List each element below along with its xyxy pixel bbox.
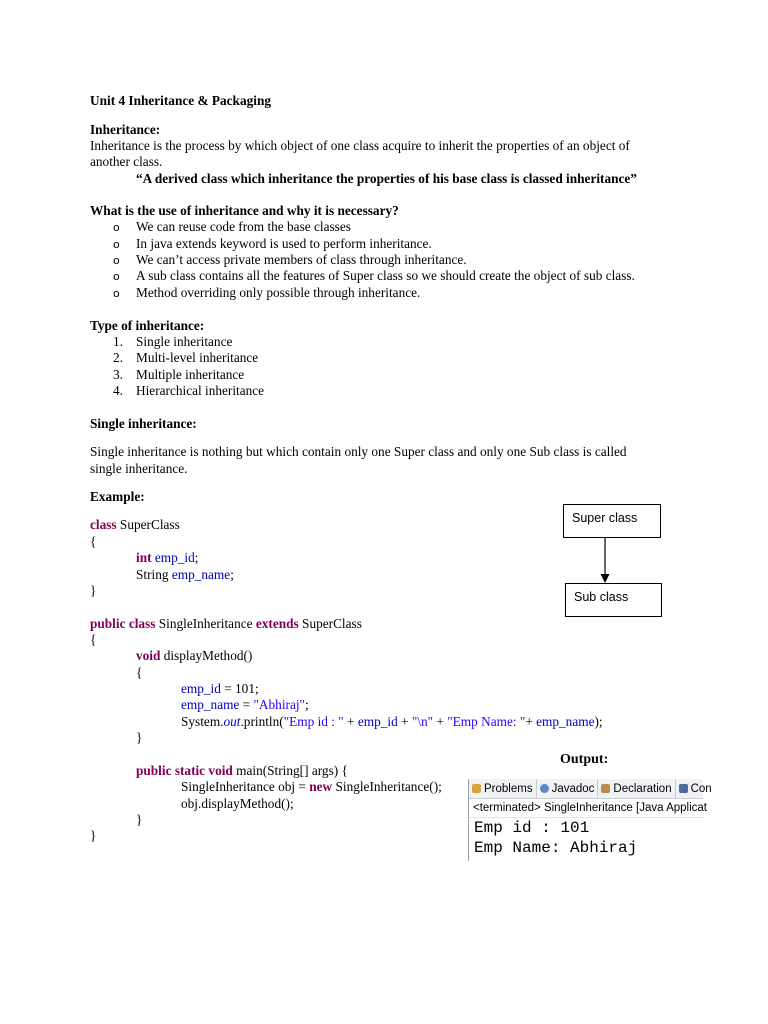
javadoc-icon — [540, 784, 549, 793]
code-line: } — [136, 730, 143, 745]
code-line: { — [136, 665, 143, 680]
keyword: class — [128, 616, 156, 631]
arrow-down-icon — [598, 538, 612, 584]
code-line: obj.displayMethod(); — [181, 796, 294, 811]
output-heading: Output: — [560, 752, 609, 767]
bullet-marker: o — [113, 254, 120, 267]
list-item: Multiple inheritance — [136, 367, 245, 382]
code-text: SingleInheritance obj = — [181, 779, 310, 794]
console-output-line: Emp id : 101 — [474, 819, 590, 837]
single-description-line2: single inheritance. — [90, 461, 188, 476]
keyword: new — [309, 779, 333, 794]
list-item: In java extends keyword is used to perform inheritance. — [136, 236, 432, 251]
method-signature: displayMethod() — [160, 648, 253, 663]
console-screenshot — [468, 779, 712, 861]
code-line: } — [90, 583, 97, 598]
string-literal: "Emp Name: " — [447, 714, 526, 729]
bullet-marker: o — [113, 238, 120, 251]
sub-class-box: Sub class — [565, 583, 662, 617]
keyword: extends — [255, 616, 299, 631]
class-name: SuperClass — [116, 517, 180, 532]
terminated-status: <terminated> SingleInheritance [Java Applicat — [469, 799, 703, 818]
keyword: public — [90, 616, 126, 631]
code-line: } — [136, 812, 143, 827]
code-punct: ; — [194, 550, 199, 565]
code-line: } — [90, 828, 97, 843]
list-item: Multi-level inheritance — [136, 350, 259, 365]
keyword: public — [136, 763, 172, 778]
list-item: Hierarchical inheritance — [136, 383, 265, 398]
tab-declaration[interactable] — [598, 779, 675, 798]
code-line — [136, 550, 198, 566]
code-line — [181, 681, 259, 697]
code-text: + — [397, 714, 412, 729]
console-icon — [679, 784, 688, 793]
tab-javadoc[interactable] — [537, 779, 599, 798]
field-name: emp_id — [154, 550, 195, 565]
inheritance-quote: “A derived class which inheritance the properties of his base class is classed inheritance” — [136, 171, 637, 186]
field-name: emp_name — [171, 567, 231, 582]
tab-label: Problems — [484, 782, 533, 795]
code-text: = — [239, 697, 254, 712]
keyword: int — [136, 550, 152, 565]
list-item-number: 1. — [113, 334, 123, 349]
tab-problems[interactable] — [469, 779, 537, 798]
code-text: + — [343, 714, 358, 729]
string-literal: "Emp id : " — [283, 714, 344, 729]
tab-label: Con — [690, 782, 712, 795]
code-line — [136, 567, 234, 583]
list-item-number: 3. — [113, 367, 123, 382]
list-item: Method overriding only possible through inheritance. — [136, 285, 421, 300]
keyword: static — [174, 763, 206, 778]
list-item: A sub class contains all the features of Super class so we should create the object of sub class. — [136, 268, 635, 283]
console-output-line: Emp Name: Abhiraj — [474, 839, 638, 857]
field-name: emp_id — [357, 714, 398, 729]
bullet-marker: o — [113, 270, 120, 283]
code-line — [136, 648, 252, 664]
list-item-number: 4. — [113, 383, 123, 398]
code-line — [181, 697, 309, 713]
problems-icon — [472, 784, 481, 793]
list-item: We can reuse code from the base classes — [136, 219, 351, 234]
code-line: { — [90, 632, 97, 647]
field-name: emp_name — [181, 697, 240, 712]
super-class-box: Super class — [563, 504, 661, 538]
code-line — [181, 714, 603, 730]
class-name: SuperClass — [298, 616, 362, 631]
list-item: Single inheritance — [136, 334, 233, 349]
inheritance-definition-line1: Inheritance is the process by which object of one class acquire to inherit the properties of an object of — [90, 138, 630, 153]
code-text: + — [433, 714, 448, 729]
code-line — [181, 779, 442, 795]
code-text: System. — [181, 714, 224, 729]
inheritance-definition-line2: another class. — [90, 154, 163, 169]
code-text: ); — [594, 714, 603, 729]
code-text: SingleInheritance(); — [332, 779, 442, 794]
declaration-icon — [601, 784, 610, 793]
single-heading: Single inheritance: — [90, 416, 197, 431]
method-signature: main(String[] args) { — [232, 763, 348, 778]
code-punct: ; — [304, 697, 309, 712]
types-heading: Type of inheritance: — [90, 318, 205, 333]
code-line — [90, 517, 180, 533]
field-name: emp_name — [536, 714, 595, 729]
code-line — [136, 763, 348, 779]
list-item-number: 2. — [113, 350, 123, 365]
tab-label: Javadoc — [551, 782, 595, 795]
code-line: { — [90, 534, 97, 549]
code-punct: ; — [230, 567, 234, 582]
string-literal: "Abhiraj" — [253, 697, 305, 712]
bullet-marker: o — [113, 287, 120, 300]
code-text: .println( — [240, 714, 284, 729]
bullet-marker: o — [113, 221, 120, 234]
example-heading: Example: — [90, 489, 145, 504]
keyword: void — [136, 648, 161, 663]
field-name: emp_id — [181, 681, 221, 696]
keyword: class — [90, 517, 117, 532]
class-name: SingleInheritance — [155, 616, 256, 631]
code-text: + — [525, 714, 537, 729]
inheritance-heading: Inheritance: — [90, 122, 161, 137]
keyword: void — [208, 763, 233, 778]
tab-label: Declaration — [613, 782, 672, 795]
list-item: We can’t access private members of class through inheritance. — [136, 252, 467, 267]
string-literal: "\n" — [411, 714, 434, 729]
code-line — [90, 616, 362, 632]
single-description-line1: Single inheritance is nothing but which contain only one Super class and only one Sub class is called — [90, 444, 627, 459]
static-field: out — [223, 714, 241, 729]
tab-console[interactable] — [676, 779, 715, 798]
page-title: Unit 4 Inheritance & Packaging — [90, 93, 271, 108]
use-heading: What is the use of inheritance and why it is necessary? — [90, 203, 399, 218]
code-text: = 101; — [220, 681, 259, 696]
console-tab-bar — [469, 779, 712, 799]
type-name: String — [136, 567, 172, 582]
